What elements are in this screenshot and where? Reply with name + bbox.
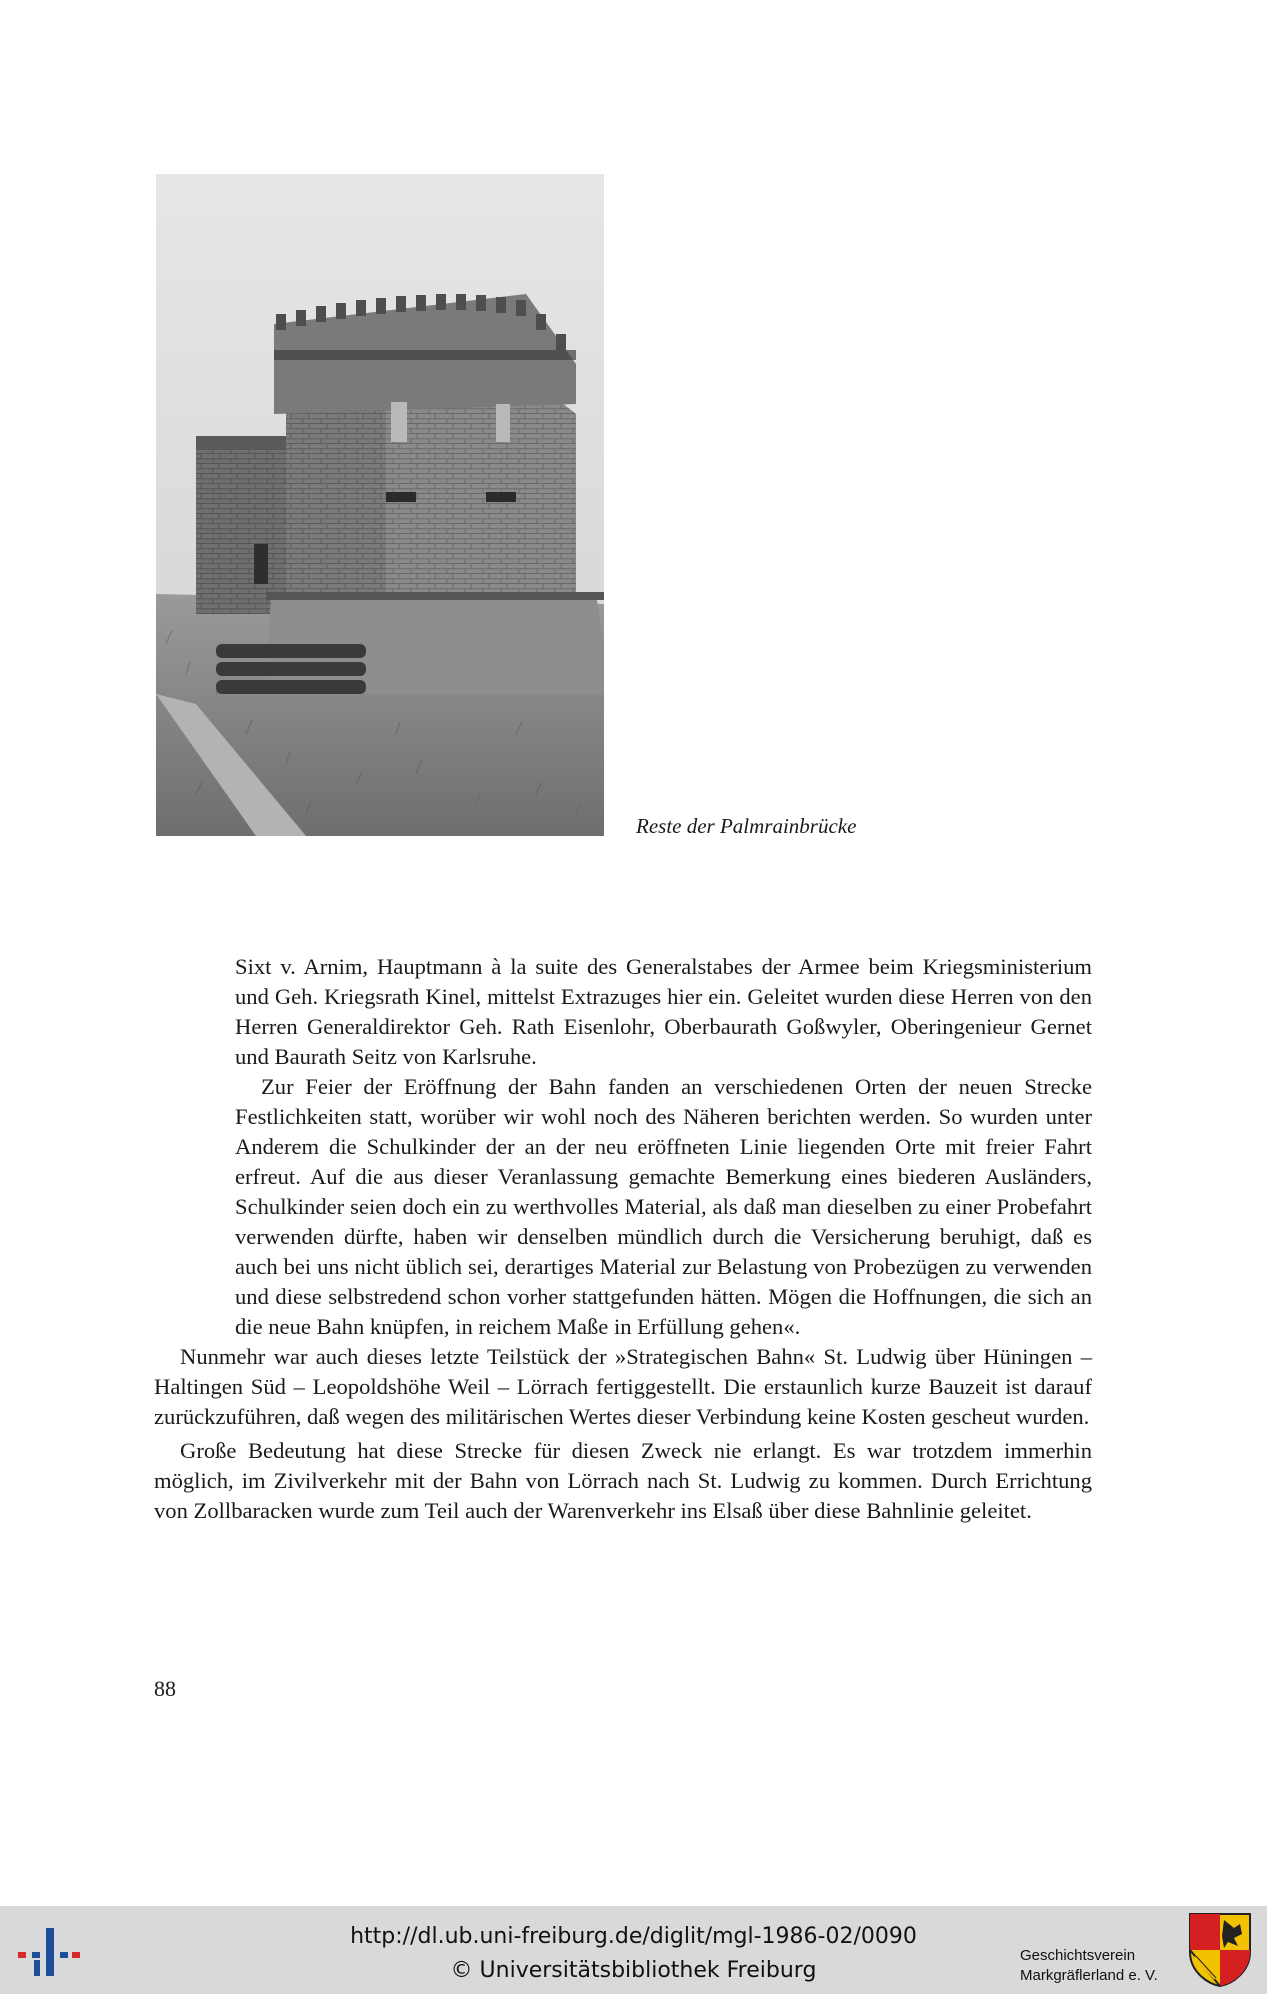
quoted-report	[154, 952, 1092, 1342]
society-name	[1020, 1946, 1158, 1986]
bridge-tower-image	[156, 174, 604, 836]
paragraph: Große Bedeutung hat diese Strecke für diesen Zweck nie erlangt. Es war trotzdem immerhin möglich, im Zivilverkehr mit der Bahn von Lörrach nach St. Ludwig zu kommen. Durch Errichtung von Zollbaracken wurde zum Teil auch der Warenverkehr ins Elsaß über diese Bahnlinie geleitet.	[154, 1438, 1092, 1523]
society-name-line1: Geschichtsverein	[1020, 1947, 1136, 1964]
footer	[0, 1906, 1267, 1994]
footer-copyright: © Universitätsbibliothek Freiburg	[450, 1958, 817, 1983]
figure-caption: Reste der Palmrainbrücke	[636, 814, 857, 838]
paragraph: Nunmehr war auch dieses letzte Teilstück der »Strategischen Bahn« St. Ludwig über Hüningen – Haltingen Süd – Leopoldshöhe Weil – Lörrach fertiggestellt. Die erstaunlich kurze Bauzeit ist darauf zurückzuführen, daß wegen des militärischen Wertes dieser Verbindung keine Kosten gescheut wurden.	[154, 1344, 1092, 1429]
footer-url[interactable]: http://dl.ub.uni-freiburg.de/diglit/mgl-1986-02/0090	[350, 1924, 917, 1949]
page-number: 88	[154, 1676, 176, 1701]
coat-of-arms-icon	[1188, 1912, 1252, 1988]
society-name-line2: Markgräflerland e. V.	[1020, 1967, 1158, 1984]
body-text	[154, 952, 1092, 1526]
bridge-photo	[156, 174, 604, 836]
quote-paragraph: Sixt v. Arnim, Hauptmann à la suite des Generalstabes der Armee beim Kriegsministerium und Geh. Kriegsrath Kinel, mittelst Extrazuges hier ein. Geleitet wurden diese Herren von den Herren Generaldirektor Geh. Rath Eisenlohr, Oberbaurath Goßwyler, Oberingenieur Gernet und Baurath Seitz von Karlsruhe.	[235, 954, 1092, 1069]
quote-paragraph: Zur Feier der Eröffnung der Bahn fanden an verschiedenen Orten der neuen Strecke Festlichkeiten statt, worüber wir wohl noch des Näheren berichten werden. So wurden unter Anderem die Schulkinder der an der neu eröffneten Linie liegenden Orte mit freier Fahrt erfreut. Auf die aus dieser Veranlassung gemachte Bemerkung eines biederen Ausländers, Schulkinder seien doch ein zu werthvolles Material, als daß man dieselben zu einer Probefahrt verwenden dürfte, haben wir denselben mündlich durch die Versicherung beruhigt, daß es auch bei uns nicht üblich sei, derartiges Material zur Belastung von Probezügen zu verwenden und diese selbstredend schon vorher stattgefunden hätten. Mögen die Hoffnungen, die sich an die neue Bahn knüpfen, in reichem Maße in Erfüllung gehen«.	[235, 1074, 1092, 1339]
